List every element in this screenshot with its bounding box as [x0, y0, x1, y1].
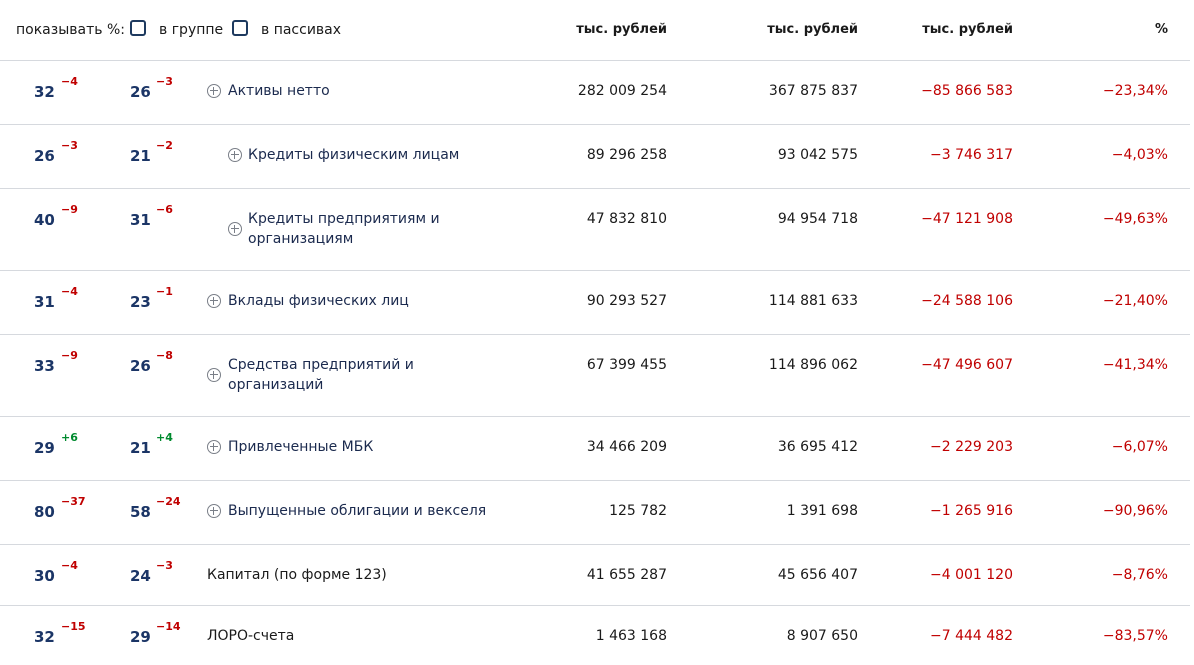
rank-1: 32	[34, 628, 55, 646]
rank-1: 30	[34, 567, 55, 585]
expand-icon[interactable]	[228, 222, 242, 236]
value-percent: −41,34%	[1102, 357, 1168, 373]
table-row	[0, 271, 1190, 335]
value-percent: −23,34%	[1102, 83, 1168, 99]
rank-2-change: −2	[156, 139, 173, 152]
table-row	[0, 545, 1190, 606]
value-change: −85 866 583	[921, 83, 1013, 99]
value-1: 89 296 258	[586, 147, 667, 163]
rank-2: 58	[130, 503, 151, 521]
value-1: 34 466 209	[586, 439, 667, 455]
value-percent: −49,63%	[1102, 211, 1168, 227]
expand-icon[interactable]	[207, 368, 221, 382]
value-percent: −4,03%	[1111, 147, 1168, 163]
column-header-1[interactable]: тыс. рублей	[576, 22, 667, 37]
rank-2: 26	[130, 357, 151, 375]
table-row	[0, 481, 1190, 545]
value-2: 367 875 837	[768, 83, 858, 99]
expand-icon[interactable]	[228, 148, 242, 162]
rank-2: 21	[130, 439, 151, 457]
rank-2-change: −1	[156, 285, 173, 298]
value-2: 114 896 062	[768, 357, 858, 373]
rank-2-change: −3	[156, 559, 173, 572]
table-row	[0, 335, 1190, 417]
row-label[interactable]: Средства предприятий и организаций	[228, 357, 414, 393]
rank-2-change: −3	[156, 75, 173, 88]
rank-2-change: −8	[156, 349, 173, 362]
value-2: 93 042 575	[777, 147, 858, 163]
row-label: Капитал (по форме 123)	[207, 567, 387, 583]
rank-1-change: −4	[61, 285, 78, 298]
value-1: 41 655 287	[586, 567, 667, 583]
value-percent: −83,57%	[1102, 628, 1168, 644]
value-2: 8 907 650	[786, 628, 858, 644]
rank-1: 80	[34, 503, 55, 521]
rank-1: 33	[34, 357, 55, 375]
rank-1-change: −4	[61, 559, 78, 572]
in-liabilities-checkbox[interactable]	[232, 20, 248, 36]
rank-2: 29	[130, 628, 151, 646]
value-percent: −6,07%	[1111, 439, 1168, 455]
rank-1-change: −4	[61, 75, 78, 88]
rank-1-change: +6	[61, 431, 78, 444]
value-percent: −8,76%	[1111, 567, 1168, 583]
value-1: 47 832 810	[586, 211, 667, 227]
value-change: −3 746 317	[930, 147, 1013, 163]
table-row	[0, 125, 1190, 189]
in-liabilities-label: в пассивах	[261, 22, 342, 38]
table-row	[0, 417, 1190, 481]
in-group-label: в группе	[159, 22, 224, 38]
table-row	[0, 61, 1190, 125]
row-label: ЛОРО-счета	[207, 628, 295, 644]
value-1: 67 399 455	[586, 357, 667, 373]
table-row	[0, 606, 1190, 665]
rank-2: 21	[130, 147, 151, 165]
rank-1-change: −3	[61, 139, 78, 152]
value-2: 114 881 633	[768, 293, 858, 309]
value-1: 282 009 254	[577, 83, 667, 99]
rank-2-change: +4	[156, 431, 173, 444]
rank-1: 40	[34, 211, 55, 229]
column-header-2[interactable]: тыс. рублей	[767, 22, 858, 37]
value-2: 36 695 412	[777, 439, 858, 455]
value-2: 1 391 698	[786, 503, 858, 519]
rank-1: 32	[34, 83, 55, 101]
value-1: 125 782	[609, 503, 667, 519]
rank-2: 26	[130, 83, 151, 101]
value-change: −7 444 482	[930, 628, 1013, 644]
row-label[interactable]: Кредиты физическим лицам	[248, 147, 460, 163]
expand-icon[interactable]	[207, 84, 221, 98]
rank-1-change: −15	[61, 620, 86, 633]
value-change: −1 265 916	[930, 503, 1013, 519]
expand-icon[interactable]	[207, 504, 221, 518]
expand-icon[interactable]	[207, 440, 221, 454]
row-label[interactable]: Вклады физических лиц	[228, 293, 409, 309]
rank-1: 29	[34, 439, 55, 457]
table-header	[0, 0, 1190, 61]
value-change: −47 496 607	[921, 357, 1013, 373]
value-1: 90 293 527	[586, 293, 667, 309]
value-change: −2 229 203	[930, 439, 1013, 455]
value-2: 45 656 407	[777, 567, 858, 583]
column-header-3[interactable]: тыс. рублей	[922, 22, 1013, 37]
rank-2: 23	[130, 293, 151, 311]
rank-2: 31	[130, 211, 151, 229]
value-1: 1 463 168	[595, 628, 667, 644]
row-label[interactable]: Активы нетто	[228, 83, 330, 99]
value-change: −24 588 106	[921, 293, 1013, 309]
value-change: −47 121 908	[921, 211, 1013, 227]
rank-2-change: −6	[156, 203, 173, 216]
in-group-checkbox[interactable]	[130, 20, 146, 36]
rank-1: 26	[34, 147, 55, 165]
value-change: −4 001 120	[930, 567, 1013, 583]
row-label[interactable]: Привлеченные МБК	[228, 439, 374, 455]
rank-1-change: −37	[61, 495, 86, 508]
column-header-percent[interactable]: %	[1154, 22, 1168, 37]
rank-2: 24	[130, 567, 151, 585]
show-percent-label: показывать %:	[16, 22, 125, 38]
value-percent: −21,40%	[1102, 293, 1168, 309]
rank-1-change: −9	[61, 349, 78, 362]
rank-2-change: −14	[156, 620, 181, 633]
row-label[interactable]: Выпущенные облигации и векселя	[228, 503, 487, 519]
row-label[interactable]: Кредиты предприятиям и организациям	[248, 211, 440, 247]
value-percent: −90,96%	[1102, 503, 1168, 519]
value-2: 94 954 718	[777, 211, 858, 227]
rank-1-change: −9	[61, 203, 78, 216]
table-row	[0, 189, 1190, 271]
rank-2-change: −24	[156, 495, 181, 508]
rank-1: 31	[34, 293, 55, 311]
expand-icon[interactable]	[207, 294, 221, 308]
